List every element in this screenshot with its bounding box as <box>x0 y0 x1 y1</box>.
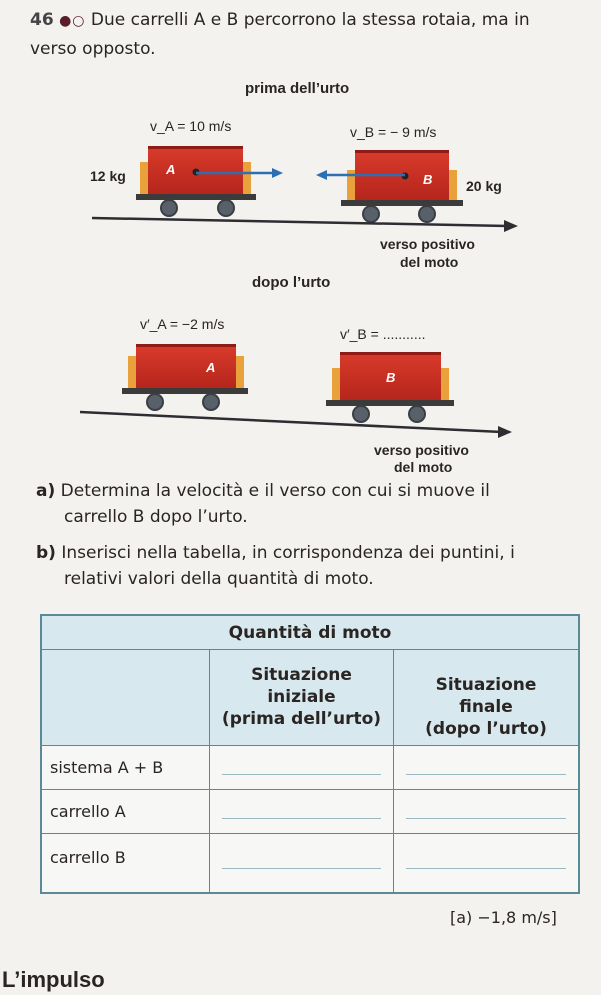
cell-cart-a-final[interactable] <box>394 790 578 834</box>
velocity-b-label: v_B = − 9 m/s <box>350 124 437 140</box>
velocity-b-after-label: v′_B = ........... <box>340 326 426 342</box>
mass-b-label: 20 kg <box>466 178 502 194</box>
question-a-line2: carrello B dopo l’urto. <box>64 507 248 527</box>
velocity-a-label: v_A = 10 m/s <box>150 118 232 134</box>
motion-arrows <box>0 0 601 480</box>
cart-b-after-letter: B <box>386 370 396 385</box>
cell-cart-b-final[interactable] <box>394 834 578 892</box>
question-b-line1: Inserisci nella tabella, in corrispondenza dei puntini, i <box>61 543 515 563</box>
figure-title-after: dopo l’urto <box>252 274 331 291</box>
table-title: Quantità di moto <box>228 623 392 643</box>
velocity-a-after-label: v′_A = −2 m/s <box>140 316 225 332</box>
mass-a-label: 12 kg <box>90 168 126 184</box>
cell-cart-a-initial[interactable] <box>210 790 394 834</box>
answer-key: [a) −1,8 m/s] <box>450 908 557 927</box>
question-a <box>36 478 596 530</box>
difficulty-dots: ●○ <box>59 13 86 29</box>
cell-system-initial[interactable] <box>210 746 394 790</box>
row-label-cart-a: carrello A <box>50 802 126 821</box>
question-b-line2: relativi valori della quantità di moto. <box>64 569 374 589</box>
question-b-label: b) <box>36 543 56 563</box>
problem-text-line2: verso opposto. <box>30 39 156 59</box>
positive-label-before-1: verso positivo <box>380 236 475 252</box>
problem-number: 46 <box>30 10 54 30</box>
header-final: Situazione finale (dopo l’urto) <box>394 650 578 746</box>
row-label-system: sistema A + B <box>50 758 164 777</box>
section-footer-title: L’impulso <box>2 967 105 992</box>
cell-system-final[interactable] <box>394 746 578 790</box>
figure-title-before: prima dell’urto <box>245 80 350 97</box>
question-a-label: a) <box>36 481 56 501</box>
positive-label-before-2: del moto <box>400 254 459 270</box>
rail-before <box>92 218 508 226</box>
momentum-table <box>40 614 580 894</box>
cell-cart-b-initial[interactable] <box>210 834 394 892</box>
positive-label-after-2: del moto <box>394 459 453 475</box>
question-b <box>36 540 596 592</box>
row-label-cart-b: carrello B <box>50 848 126 867</box>
cart-a-after-letter: A <box>206 360 216 375</box>
cart-a-letter: A <box>166 162 176 177</box>
positive-label-after-1: verso positivo <box>374 442 469 458</box>
question-a-line1: Determina la velocità e il verso con cui si muove il <box>60 481 490 501</box>
header-initial: Situazione iniziale (prima dell’urto) <box>210 650 394 746</box>
cart-b-letter: B <box>423 172 433 187</box>
rail-after <box>80 412 502 432</box>
problem-text-line1: Due carrelli A e B percorrono la stessa rotaia, ma in <box>90 10 530 30</box>
